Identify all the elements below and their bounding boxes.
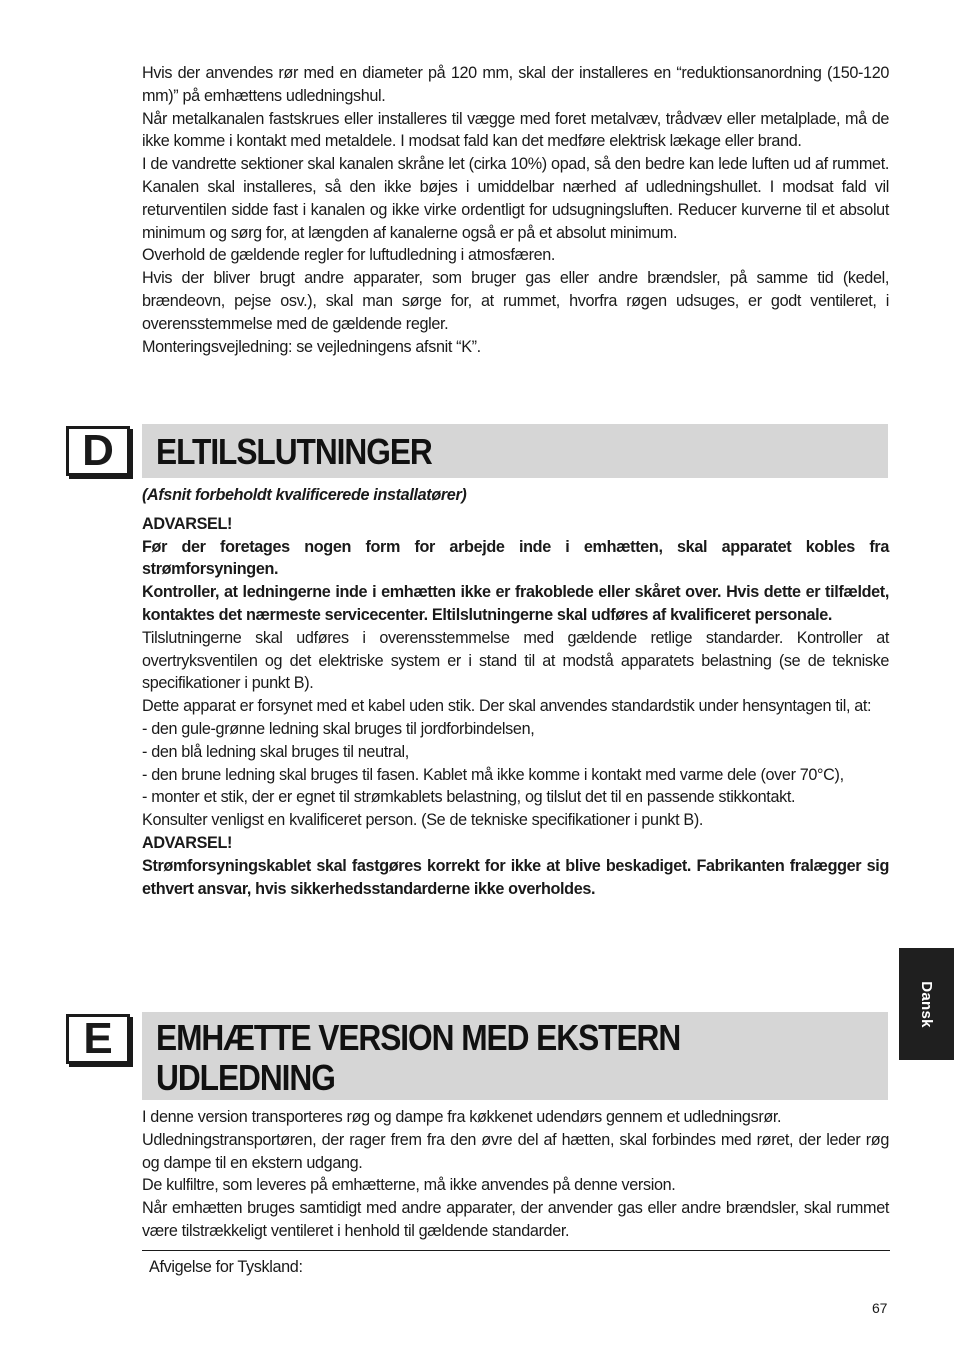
section-d-body xyxy=(142,484,889,900)
section-d-note: (Afsnit forbeholdt kvalificerede installatører) xyxy=(142,486,467,504)
section-e-title-line2: UDLEDNING xyxy=(156,1057,335,1098)
section-e-heading-band xyxy=(142,1012,888,1100)
section-e-body xyxy=(142,1106,889,1243)
intro-paragraph: Monteringsvejledning: se vejledningens afsnit “K”. xyxy=(142,337,481,356)
list-item: - den gule-grønne ledning skal bruges til jordforbindelsen, xyxy=(142,719,535,738)
intro-paragraph: Overhold de gældende regler for luftudledning i atmosfæren. xyxy=(142,246,556,265)
body-paragraph: I denne version transporteres røg og dampe fra køkkenet udendørs gennem et udledningsrør. xyxy=(142,1108,782,1126)
intro-paragraph: Hvis der bliver brugt andre apparater, som bruger gas eller andre brændsler, på samme tid (kedel, brændeovn, pejse osv.), skal man sørge for, at rummet, hvorfra røgen udsuges, er godt ventileret, i overensstemmelse med de gældende regler. xyxy=(142,269,889,333)
body-paragraph: Udledningstransportøren, der rager frem fra den øvre del af hætten, skal forbindes med røret, der leder røg og dampe til en ekstern udgang. xyxy=(142,1130,889,1172)
section-d-badge: D xyxy=(66,426,130,476)
list-item: - monter et stik, der er egnet til strømkablets belastning, og tilslut det til en passende stikkontakt. xyxy=(142,788,796,807)
language-side-tab xyxy=(899,948,954,1060)
warning-text: Kontroller, at ledningerne inde i emhætten ikke er frakoblede eller skåret over. Hvis dette er tilfældet, kontaktes det nærmeste servicecenter. Eltilslutningerne skal udføres af kvalificeret personale. xyxy=(142,583,889,624)
footnote: Afvigelse for Tyskland: xyxy=(149,1258,303,1276)
body-paragraph: Tilslutningerne skal udføres i overensstemmelse med gældende retlige standarder. Kontroller at overtryksventilen og det elektriske system er i stand til at modstå apparatets belastning (se de tekniske specifikationer i punkt B). xyxy=(142,628,889,693)
list-item: - den blå ledning skal bruges til neutral, xyxy=(142,742,409,761)
language-side-tab-label: Dansk xyxy=(918,980,935,1028)
body-paragraph: Når emhætten bruges samtidigt med andre apparater, der anvender gas eller andre brændsler, skal rummet være tilstrækkeligt ventileret i henhold til gældende standarder. xyxy=(142,1199,889,1240)
body-paragraph: Dette apparat er forsynet med et kabel uden stik. Der skal anvendes standardstik under hensyntagen til, at: xyxy=(142,697,872,716)
warning-text: Før der foretages nogen form for arbejde inde i emhætten, skal apparatet kobles fra strømforsyningen. xyxy=(142,537,889,579)
list-item: - den brune ledning skal bruges til fasen. Kablet må ikke komme i kontakt med varme dele (over 70°C), xyxy=(142,765,844,784)
page-number: 67 xyxy=(872,1300,888,1316)
intro-text xyxy=(142,62,889,358)
warning-label: ADVARSEL! xyxy=(142,514,233,533)
section-e-title-line1: EMHÆTTE VERSION MED EKSTERN xyxy=(156,1017,681,1058)
warning-label: ADVARSEL! xyxy=(142,833,233,852)
warning-text: Strømforsyningskablet skal fastgøres korrekt for ikke at blive beskadiget. Fabrikanten fralægger sig ethvert ansvar, hvis sikkerhedsstandarderne ikke overholdes. xyxy=(142,856,889,898)
intro-paragraph: I de vandrette sektioner skal kanalen skråne let (cirka 10%) opad, så den bedre kan lede luften ud af rummet. Kanalen skal installeres, så den ikke bøjes i umiddelbar nærhed af udledningshullet. I modsat fald vil returventilen sidde fast i kanalen og ikke virke ordentligt for udsugningsluften. Reducer kurverne til et absolut minimum og sørg for, at længden af kanalerne også er på et absolut minimum. xyxy=(142,155,889,242)
body-paragraph: De kulfiltre, som leveres på emhætterne, må ikke anvendes på denne version. xyxy=(142,1176,676,1195)
intro-paragraph: Når metalkanalen fastskrues eller installeres til vægge med foret metalvæv, trådvæv eller metalplade, må de ikke komme i kontakt med metaldele. I modsat fald kan det medføre elektrisk lækage eller brand. xyxy=(142,109,889,151)
footnote-divider xyxy=(142,1250,890,1251)
section-e-badge: E xyxy=(66,1014,130,1064)
body-paragraph: Konsulter venligst en kvalificeret person. (Se de tekniske specifikationer i punkt B). xyxy=(142,811,704,830)
section-d-heading-band xyxy=(142,424,888,478)
section-d-title: ELTILSLUTNINGER xyxy=(156,431,432,472)
intro-paragraph: Hvis der anvendes rør med en diameter på 120 mm, skal der installeres en “reduktionsanordning (150-120 mm)” på emhættens udledningshul. xyxy=(142,64,889,105)
